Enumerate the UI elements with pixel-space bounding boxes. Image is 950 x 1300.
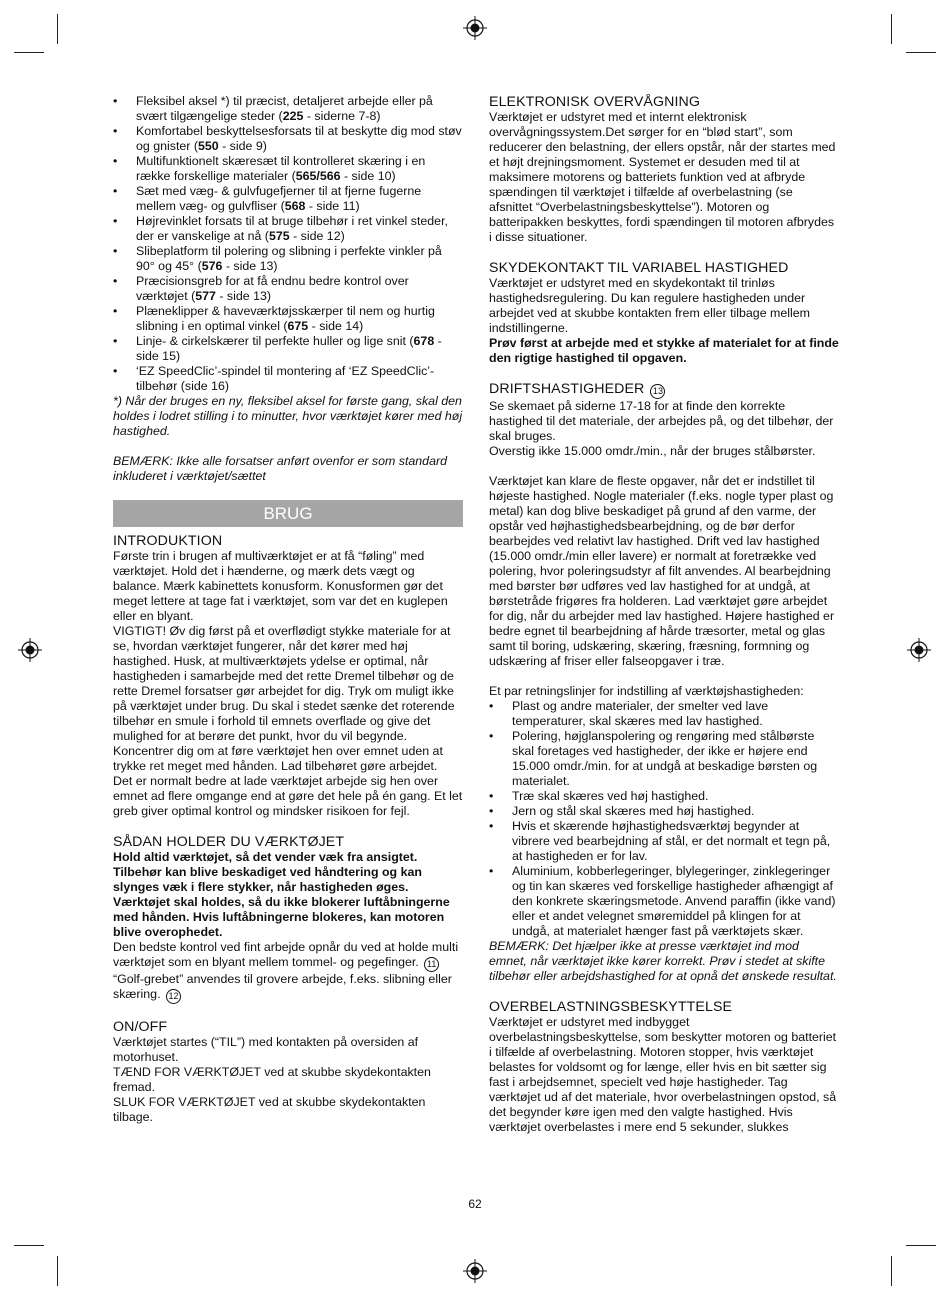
registration-mark-icon <box>907 638 931 662</box>
list-item: • Linje- & cirkelskærer til perfekte huller og lige snit (678 - side 15) <box>113 334 463 364</box>
paragraph: “Golf-grebet” anvendes til grovere arbejde, f.eks. slibning eller skæring. 12 <box>113 972 463 1004</box>
crop-mark <box>906 52 936 53</box>
crop-mark <box>14 1245 44 1246</box>
paragraph: Se skemaet på siderne 17-18 for at finde den korrekte hastighed til det materiale, der arbejdes på, og det tilbehør, der skal bruges. <box>489 399 834 443</box>
crop-mark <box>906 1245 936 1246</box>
section-heading: DRIFTSHASTIGHEDER 13 <box>489 381 839 399</box>
accessory-list <box>113 94 463 394</box>
crop-mark <box>891 1256 892 1286</box>
footnote: *) Når der bruges en ny, fleksibel aksel for første gang, skal den holdes i lodret stilling i to minutter, hvor værktøjet kører med høj hastighed. <box>113 394 463 438</box>
registration-mark-icon <box>463 16 487 40</box>
speed-guideline-list <box>489 699 839 939</box>
paragraph: SLUK FOR VÆRKTØJET ved at skubbe skydekontakten tilbage. <box>113 1095 426 1124</box>
bold-paragraph: Prøv først at arbejde med et stykke af materialet for at finde den rigtige hastighed til opgaven. <box>489 336 839 365</box>
figure-reference: 12 <box>166 989 181 1004</box>
section-heading: SÅDAN HOLDER DU VÆRKTØJET <box>113 834 345 850</box>
list-item: • Aluminium, kobberlegeringer, blylegeringer, zinklegeringer og tin kan skæres ved forskellige hastigheder afhængigt af den konkrete skæringsmetode. Anvend paraffin (ikke vand) eller et andet velegnet smøremiddel på klingen for at undgå, at materialet hænger fast på værktøjets skær. <box>489 864 839 939</box>
left-column <box>113 94 463 1125</box>
note: BEMÆRK: Ikke alle forsatser anført ovenfor er som standard inkluderet i værktøjet/sættet <box>113 454 447 483</box>
paragraph: Værktøjet startes (“TIL”) med kontakten på oversiden af motorhuset. <box>113 1035 419 1064</box>
page-number: 62 <box>468 1197 482 1211</box>
list-item: • Multifunktionelt skæresæt til kontrolleret skæring i en række forskellige materialer (565/566 - side 10) <box>113 154 463 184</box>
list-item: • Slibeplatform til polering og slibning i perfekte vinkler på 90° og 45° (576 - side 13) <box>113 244 463 274</box>
paragraph: VIGTIGT! Øv dig først på et overflødigt stykke materiale for at se, hvordan værktøjet fungerer, når det kører med høj hastighed. Husk, at multiværktøjets ydelse er optimal, når hastigheden i samarbejde med det rette Dremel tilbehør og de rette Dremel forsatser gør arbejdet for dig. Tryk om muligt ikke på værktøjet under brug. Du skal i stedet sænke det roterende tilbehør en smule i forhold til emnets overflade og give det mulighed for at berøre det punkt, hvor du vil begynde. Koncentrer dig om at føre værktøjet hen over emnet uden at trykke ret meget med hånden. Lad tilbehøret gøre arbejdet. <box>113 624 455 773</box>
section-heading: ELEKTRONISK OVERVÅGNING <box>489 94 700 110</box>
list-item: • Fleksibel aksel *) til præcist, detaljeret arbejde eller på svært tilgængelige steder (225 - siderne 7-8) <box>113 94 463 124</box>
list-item: • Polering, højglanspolering og rengøring med stålbørste skal foretages ved hastigheder, der ikke er højere end 15.000 omdr./min. for at undgå at beskadige børsten og materialet. <box>489 729 839 789</box>
section-banner: BRUG <box>113 500 463 527</box>
list-item: • Præcisionsgreb for at få endnu bedre kontrol over værktøjet (577 - side 13) <box>113 274 463 304</box>
list-item: • Jern og stål skal skæres med høj hastighed. <box>489 804 839 819</box>
list-item: • Plæneklipper & haveværktøjsskærper til nem og hurtig slibning i en optimal vinkel (675 - side 14) <box>113 304 463 334</box>
right-column <box>489 94 839 1135</box>
paragraph: Værktøjet er udstyret med et internt elektronisk overvågningssystem.Det sørger for en “blød start”, som reducerer den belastning, der ellers opstår, når der startes med et højt drejningsmoment. Systemet er desuden med til at maksimere motorens og batteriets funktion ved at afbryde spændingen til værktøjet i tilfælde af overbelastning (se afsnittet “Overbelastningsbeskyttelse”). Motoren og batteripakken beskyttes, fordi spændingen til motoren afbrydes i disse situationer. <box>489 110 836 244</box>
registration-mark-icon <box>463 1259 487 1283</box>
list-item: • ‘EZ SpeedClic’-spindel til montering af ‘EZ SpeedClic’-tilbehør (side 16) <box>113 364 463 394</box>
paragraph: Overstig ikke 15.000 omdr./min., når der bruges stålbørster. <box>489 444 816 458</box>
section-heading: ON/OFF <box>113 1019 168 1035</box>
figure-reference: 13 <box>650 384 665 399</box>
section-heading: OVERBELASTNINGSBESKYTTELSE <box>489 999 733 1015</box>
section-heading: SKYDEKONTAKT TIL VARIABEL HASTIGHED <box>489 260 789 276</box>
paragraph: Et par retningslinjer for indstilling af værktøjshastigheden: <box>489 684 804 698</box>
crop-mark <box>57 1256 58 1286</box>
paragraph: Værktøjet kan klare de fleste opgaver, når det er indstillet til højeste hastighed. Nogle materialer (f.eks. nogle typer plast og metal) kan dog blive beskadiget på grund af den varme, der opstår ved højhastighedsbearbejdning, og de bør derfor bearbejdes ved relativt lav hastighed. Drift ved lav hastighed (15.000 omdr./min eller lavere) er normalt at foretrække ved polering, hvor poleringsudstyr af filt anvendes. Al bearbejdning med børster bør udføres ved lav hastighed for at undgå, at børstetråde frigøres fra holderen. Lad værktøjet gøre arbejdet for dig, når du arbejder med lav hastighed. Højere hastighed er bedre egnet til bearbejdning af hårde træsorter, metal og glas samt til boring, udskæring, skæring, fræsning, formning og udskæring af friser eller falseopgaver i træ. <box>489 474 835 668</box>
note: BEMÆRK: Det hjælper ikke at presse værktøjet ind mod emnet, når værktøjet ikke kører korrekt. Prøv i stedet at skifte tilbehør eller arbejdshastighed for at opnå det ønskede resultat. <box>489 939 837 983</box>
list-item: • Træ skal skæres ved høj hastighed. <box>489 789 839 804</box>
registration-mark-icon <box>18 638 42 662</box>
section-heading: INTRODUKTION <box>113 533 223 549</box>
paragraph: Værktøjet er udstyret med indbygget overbelastningsbeskyttelse, som beskytter motoren og batteriet i tilfælde af overbelastning. Motoren stopper, hvis værktøjet belastes for voldsomt og for længe, eller hvis en bit sætter sig fast i arbejdsemnet, specielt ved høje hastigheder. Tag værktøjet ud af det materiale, hvor overbelastningen opstod, så det begynder køre igen med den valgte hastighed. Hvis værktøjet overbelastes i mere end 5 sekunder, slukkes <box>489 1015 837 1134</box>
crop-mark <box>891 14 892 44</box>
paragraph: Første trin i brugen af multiværktøjet er at få “føling” med værktøjet. Hold det i hænderne, og mærk dets vægt og balance. Mærk kabinettets konusform. Konusformen gør det meget lettere at tage fat i værktøjet, som var det en kuglepen eller en blyant. <box>113 549 448 623</box>
paragraph: Det er normalt bedre at lade værktøjet arbejde sig hen over emnet ad flere omgange end at gøre det hele på én gang. Et let greb giver optimal kontrol og mindsker risikoen for fejl. <box>113 774 463 818</box>
list-item: • Højrevinklet forsats til at bruge tilbehør i ret vinkel steder, der er vanskelige at nå (575 - side 12) <box>113 214 463 244</box>
paragraph: TÆND FOR VÆRKTØJET ved at skubbe skydekontakten fremad. <box>113 1065 431 1094</box>
list-item: • Hvis et skærende højhastighedsværktøj begynder at vibrere ved bearbejdning af stål, er det normalt et tegn på, at hastigheden er for lav. <box>489 819 839 864</box>
crop-mark <box>14 52 44 53</box>
paragraph: Den bedste kontrol ved fint arbejde opnår du ved at holde multi værktøjet som en blyant mellem tommel- og pegefinger. 11 <box>113 940 463 972</box>
figure-reference: 11 <box>424 957 439 972</box>
warning-paragraph: Hold altid værktøjet, så det vender væk fra ansigtet. Tilbehør kan blive beskadiget ved håndtering og kan slynges væk i flere stykker, når hastigheden øges. Værktøjet skal holdes, så du ikke blokerer luftåbningerne med hånden. Hvis luftåbningerne blokeres, kan motoren blive overophedet. <box>113 850 450 939</box>
list-item: • Komfortabel beskyttelsesforsats til at beskytte dig mod støv og gnister (550 - side 9) <box>113 124 463 154</box>
list-item: • Sæt med væg- & gulvfugefjerner til at fjerne fugerne mellem væg- og gulvfliser (568 - side 11) <box>113 184 463 214</box>
crop-mark <box>57 14 58 44</box>
list-item: • Plast og andre materialer, der smelter ved lave temperaturer, skal skæres med lav hastighed. <box>489 699 839 729</box>
paragraph: Værktøjet er udstyret med en skydekontakt til trinløs hastighedsregulering. Du kan regulere hastigheden under arbejdet ved at skubbe kontakten frem eller tilbage mellem indstillingerne. <box>489 276 810 335</box>
